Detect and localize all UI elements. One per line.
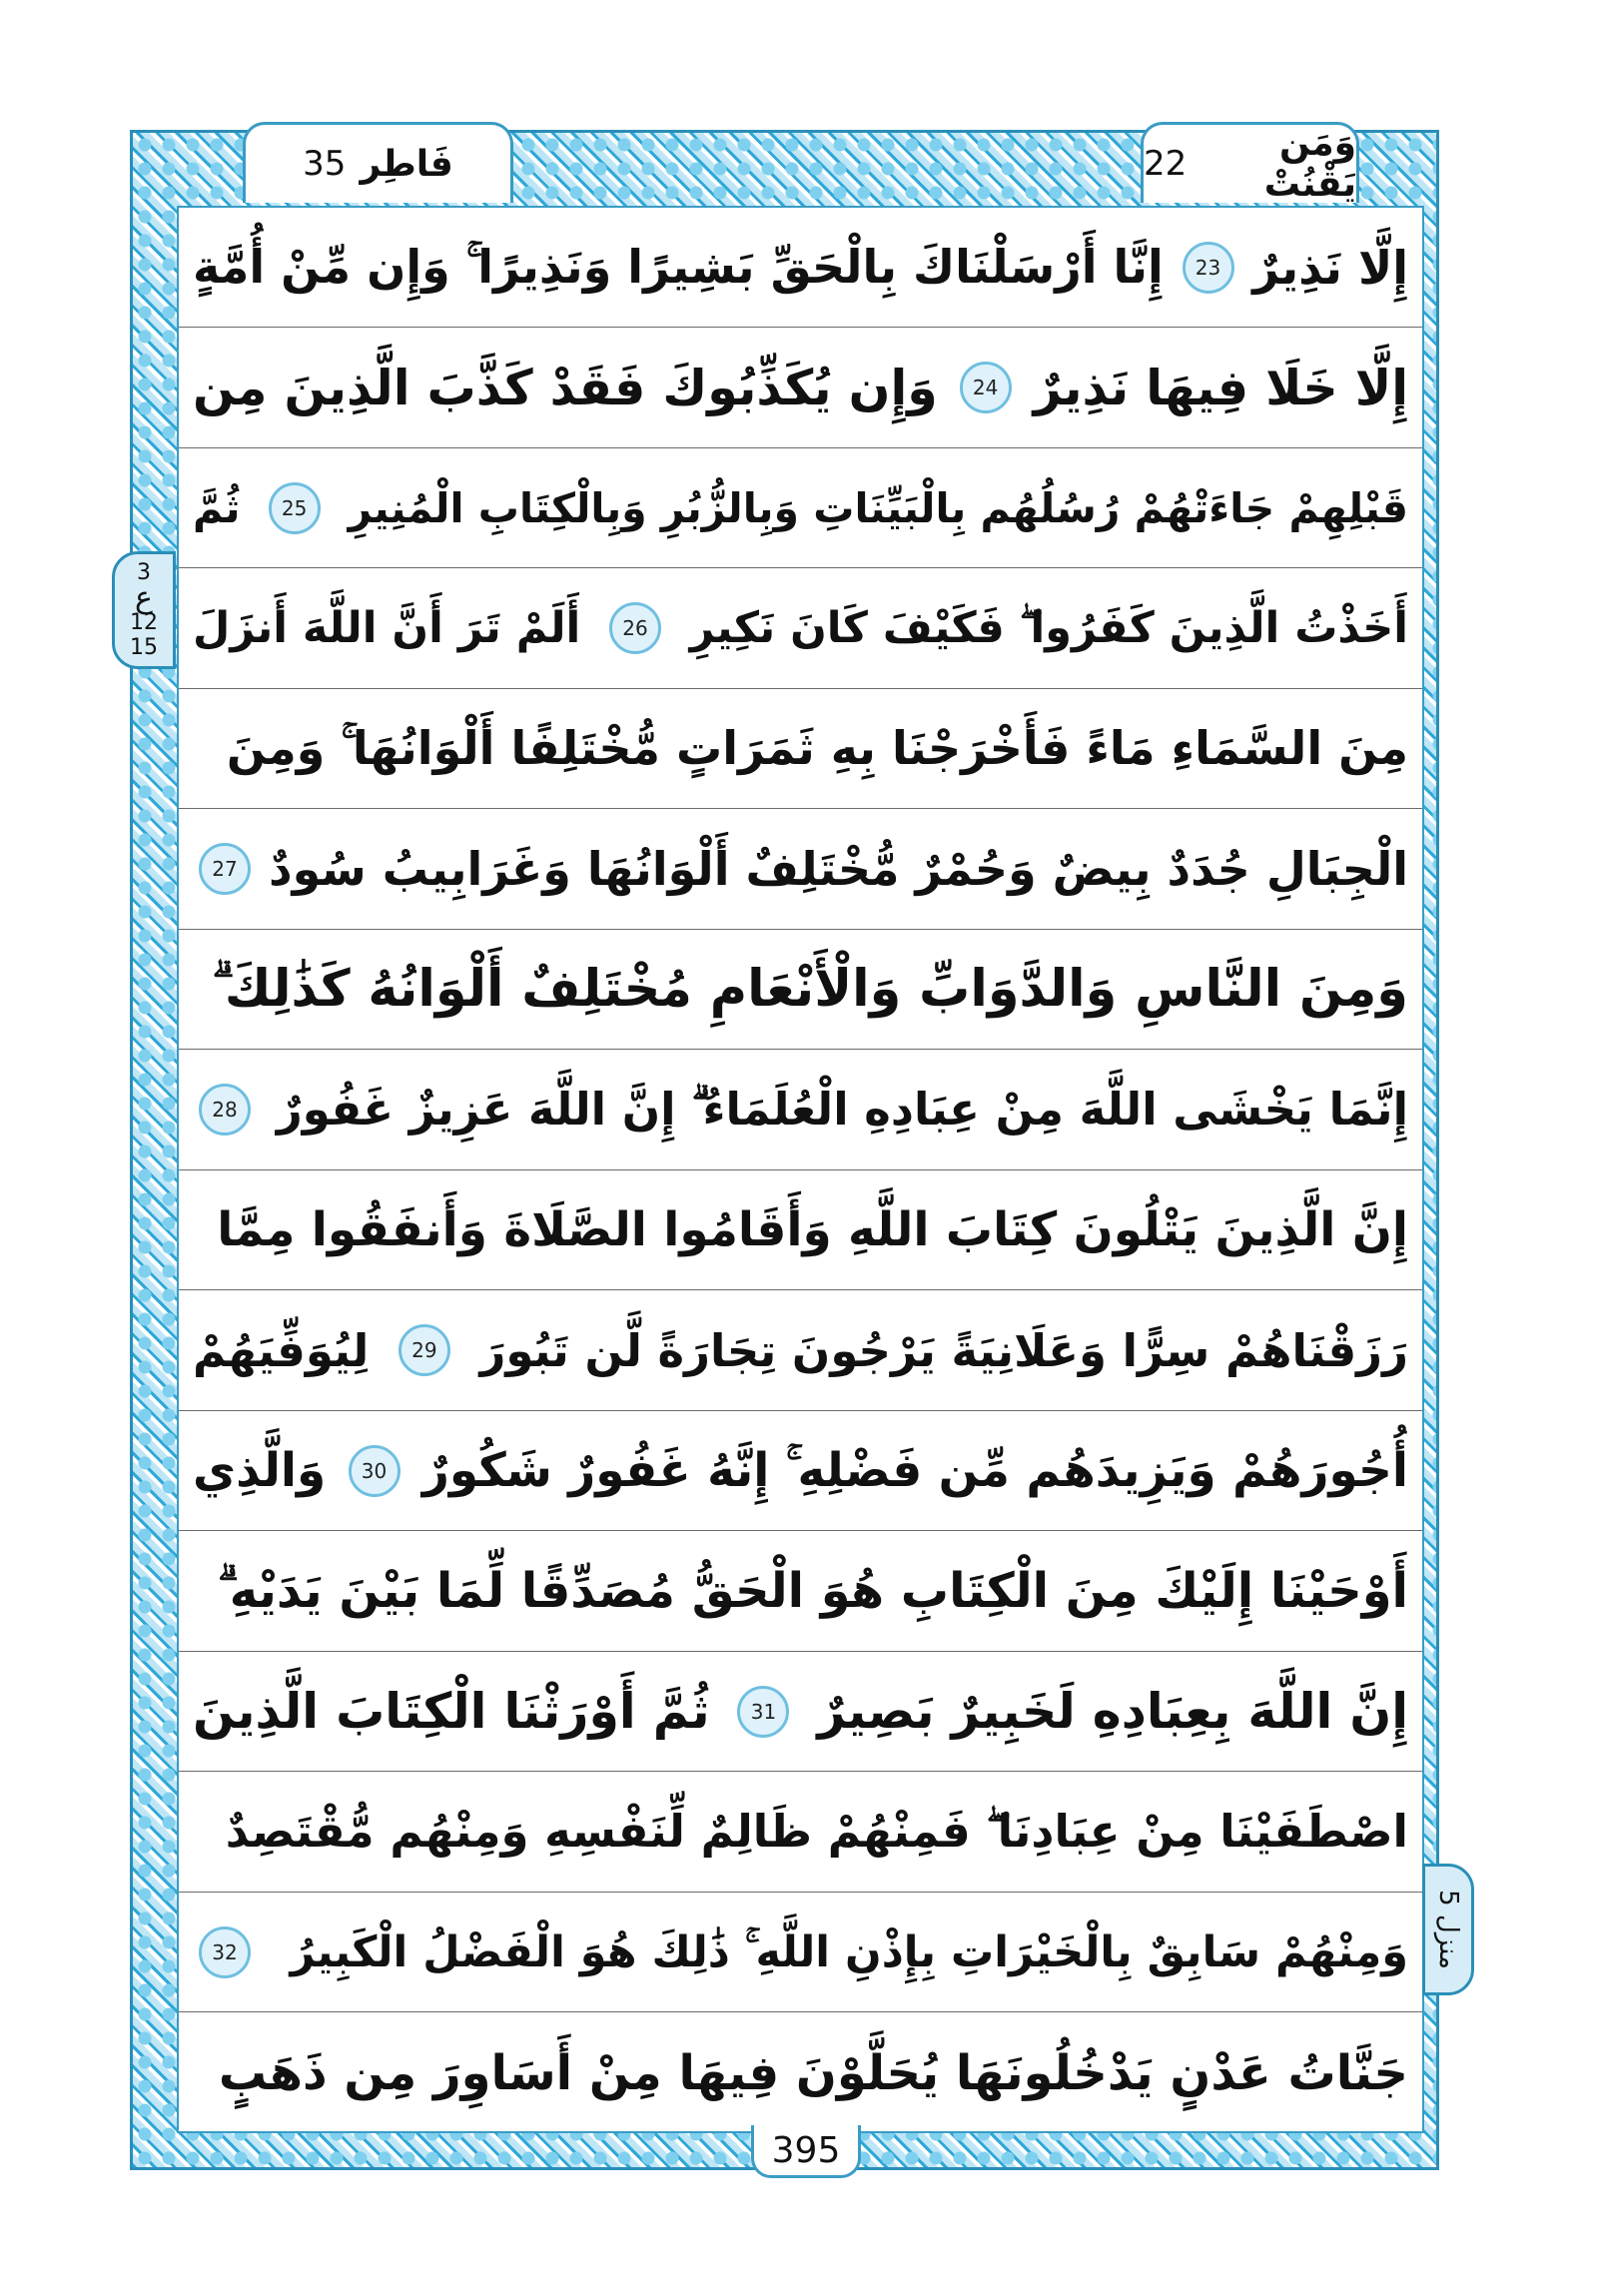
text-line (179, 810, 1422, 930)
ruku-marker (112, 551, 176, 669)
verse-text: وَمِنْهُمْ سَابِقٌ بِالْخَيْرَاتِ بِإِذْنِ اللَّهِ ۚ ذَٰلِكَ هُوَ الْفَضْلُ الْكَبِيرُ (290, 1926, 1408, 1977)
ayah-number-marker: 29 (399, 1324, 450, 1376)
text-line (179, 448, 1422, 568)
quran-text-area (177, 206, 1424, 2133)
text-line (179, 1291, 1422, 1411)
ruku-top: 3 (137, 560, 151, 585)
surah-name: فَاطِر (360, 143, 453, 185)
text-line (179, 208, 1422, 328)
verse-text: أُجُورَهُمْ وَيَزِيدَهُم مِّن فَضْلِهِ ۚ إِنَّهُ غَفُورٌ شَكُورٌ (421, 1442, 1408, 1498)
verse-text: أَخَذْتُ الَّذِينَ كَفَرُوا ۖ فَكَيْفَ كَانَ نَكِيرِ (689, 603, 1408, 653)
para-number: 22 (1144, 144, 1188, 184)
verse-text: إِلَّا خَلَا فِيهَا نَذِيرٌ (1033, 359, 1408, 416)
verse-text: إِنَّمَا يَخْشَى اللَّهَ مِنْ عِبَادِهِ الْعُلَمَاءُ ۗ إِنَّ اللَّهَ عَزِيزٌ غَفُورٌ (276, 1083, 1408, 1136)
verse-text: وَالَّذِي (193, 1443, 327, 1498)
ayah-number-marker: 26 (609, 602, 661, 654)
surah-number: 35 (303, 144, 347, 184)
text-line (179, 1170, 1422, 1290)
verse-text: إِنَّا أَرْسَلْنَاكَ بِالْحَقِّ بَشِيرًا وَنَذِيرًا ۚ وَإِن مِّنْ أُمَّةٍ (193, 239, 1164, 294)
verse-text: قَبْلِهِمْ جَاءَتْهُمْ رُسُلُهُم بِالْبَيِّنَاتِ وَبِالزُّبُرِ وَبِالْكِتَابِ الْمُنِيرِ (348, 483, 1408, 532)
manzil-marker (1422, 1864, 1474, 1995)
verse-text: وَمِنَ النَّاسِ وَالدَّوَابِّ وَالْأَنْعَامِ مُخْتَلِفٌ أَلْوَانُهُ كَذَٰلِكَ ۗ (212, 959, 1408, 1019)
text-line (179, 930, 1422, 1050)
verse-text: رَزَقْنَاهُمْ سِرًّا وَعَلَانِيَةً يَرْجُونَ تِجَارَةً لَّن تَبُورَ (479, 1323, 1408, 1377)
verse-text: إِنَّ الَّذِينَ يَتْلُونَ كِتَابَ اللَّهِ وَأَقَامُوا الصَّلَاةَ وَأَنفَقُوا مِمَّا (217, 1202, 1408, 1257)
text-line (179, 1893, 1422, 2012)
verse-text: لِيُوَفِّيَهُمْ (193, 1323, 370, 1377)
manzil-label: منزل 5 (1433, 1890, 1464, 1969)
text-line (179, 329, 1422, 448)
verse-text: جَنَّاتُ عَدْنٍ يَدْخُلُونَهَا يُحَلَّوْنَ فِيهَا مِنْ أَسَاوِرَ مِن ذَهَبٍ (218, 2044, 1408, 2101)
ayah-number-marker: 24 (960, 362, 1012, 413)
text-line (179, 569, 1422, 689)
verse-text: مِنَ السَّمَاءِ مَاءً فَأَخْرَجْنَا بِهِ ثَمَرَاتٍ مُّخْتَلِفًا أَلْوَانُهَا ۚ وَمِنَ (226, 720, 1408, 775)
ayah-number-marker: 31 (737, 1686, 789, 1738)
verse-text: ثُمَّ (193, 483, 241, 532)
verse-text: أَوْحَيْنَا إِلَيْكَ مِنَ الْكِتَابِ هُوَ الْحَقُّ مُصَدِّقًا لِّمَا بَيْنَ يَدَيْهِ ۗ (217, 1562, 1408, 1619)
ruku-symbol: ع (135, 580, 153, 615)
verse-text: الْجِبَالِ جُدَدٌ بِيضٌ وَحُمْرٌ مُّخْتَلِفٌ أَلْوَانُهَا وَغَرَابِيبُ سُودٌ (269, 842, 1408, 896)
text-line (179, 689, 1422, 809)
ayah-number-marker: 32 (199, 1926, 251, 1978)
text-line (179, 1773, 1422, 1893)
text-line (179, 1532, 1422, 1652)
text-line (179, 2013, 1422, 2133)
para-header-tab (1141, 122, 1359, 203)
ayah-number-marker: 28 (199, 1084, 251, 1136)
text-line (179, 1051, 1422, 1170)
para-name: وَمَن يَقْنُتْ (1263, 123, 1356, 205)
verse-text: إِلَّا نَذِيرٌ (1252, 240, 1408, 295)
ayah-number-marker: 30 (349, 1445, 400, 1497)
ayah-number-marker: 23 (1183, 242, 1234, 294)
text-line (179, 1411, 1422, 1531)
verse-text: ثُمَّ أَوْرَثْنَا الْكِتَابَ الَّذِينَ (193, 1683, 710, 1740)
ruku-middle: 12 (130, 610, 158, 635)
surah-header-tab (243, 122, 513, 203)
verse-text: أَلَمْ تَرَ أَنَّ اللَّهَ أَنزَلَ (193, 603, 581, 653)
ayah-number-marker: 25 (269, 482, 321, 534)
verse-text: اصْطَفَيْنَا مِنْ عِبَادِنَا ۖ فَمِنْهُمْ ظَالِمٌ لِّنَفْسِهِ وَمِنْهُم مُّقْتَصِدٌ (225, 1805, 1408, 1858)
text-line (179, 1652, 1422, 1772)
ruku-bottom: 15 (130, 635, 158, 660)
page-number: 395 (751, 2125, 861, 2178)
verse-text: وَإِن يُكَذِّبُوكَ فَقَدْ كَذَّبَ الَّذِينَ مِن (193, 359, 938, 416)
verse-text: إِنَّ اللَّهَ بِعِبَادِهِ لَخَبِيرٌ بَصِيرٌ (817, 1683, 1408, 1740)
ayah-number-marker: 27 (199, 843, 251, 895)
